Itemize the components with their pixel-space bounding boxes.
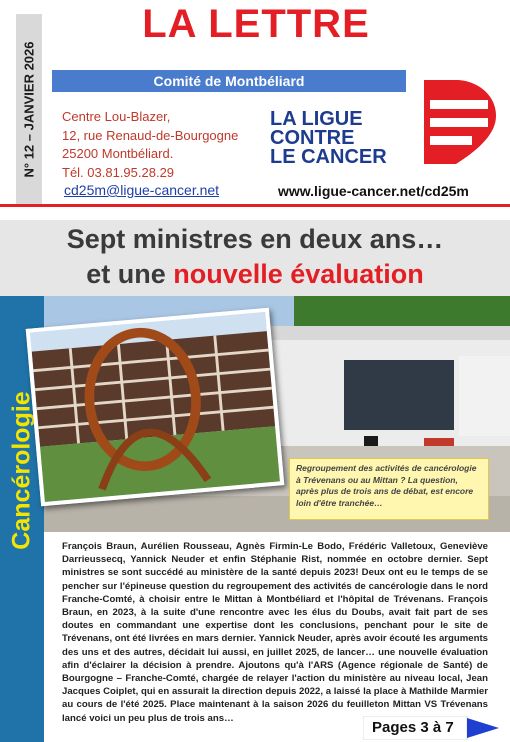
issue-label: N° 12 – JANVIER 2026 bbox=[21, 41, 37, 177]
article-body: François Braun, Aurélien Rousseau, Agnès Firmin-Le Bodo, Frédéric Valletoux, Geneviève Darrieussecq, Yannick Neuder et enfin Stéphanie Rist, nommée en octobre dernier. Sept ministres se sont succédé au ministère de la santé depuis 2023! Deux ont eu le temps de se pencher sur l'épineuse question du regroupement des activités de cancérologie dans le nord Franche-Comté, à choisir entre le Mittan à Montbéliard et l'hôpital de Trévenans. François Braun, en 2023, à la suite d'une rencontre avec les élus du Doubs, avait fait part de ses doutes en commandant une expertise dont les conclusions, penchant pour le site de Trévenans, ont été livrées en mars dernier. Yannick Neuder, après avoir écouté les arguments des uns et des autres, décidait lui aussi, en juillet 2025, de lancer… une nouvelle évaluation afin d'éclairer la décision à prendre. Ajoutons qu'à l'ARS (Agence régionale de Santé) de Bourgogne – Franche-Comté, chargée de relayer l'action du ministère au niveau local, Jean Jacques Coiplet, qui en assurait la direction depuis 2022, a laissé la place à Mathilde Marmier au cours de l'été 2025. Place maintenant à la saison 2026 du feuilleton Mittan VS Trévenans lancé voici un peu plus de trois ans… bbox=[62, 541, 488, 724]
address-line: 12, rue Renaud-de-Bourgogne bbox=[62, 127, 239, 143]
headline-highlight: nouvelle évaluation bbox=[173, 259, 424, 289]
email-link[interactable]: cd25m@ligue-cancer.net bbox=[64, 182, 220, 198]
headline-line2 bbox=[0, 259, 510, 290]
league-logo-text bbox=[270, 110, 387, 167]
pages-link[interactable]: Pages 3 à 7 bbox=[372, 719, 454, 736]
logo-line: LA LIGUE bbox=[270, 108, 363, 130]
headline-line1: Sept ministres en deux ans… bbox=[66, 224, 444, 254]
address-line: 25200 Montbéliard. bbox=[62, 146, 174, 161]
logo-line: CONTRE bbox=[270, 127, 355, 149]
headline-prefix: et une bbox=[86, 259, 174, 289]
league-logo-icon bbox=[416, 72, 498, 172]
website-link[interactable]: www.ligue-cancer.net/cd25m bbox=[278, 183, 469, 199]
phone-line: Tél. 03.81.95.28.29 bbox=[62, 164, 175, 180]
sculpture-photo bbox=[26, 308, 285, 507]
issue-label-wrap bbox=[16, 14, 42, 204]
address-line: Centre Lou-Blazer, bbox=[62, 109, 171, 124]
section-label: Cancérologie bbox=[7, 390, 36, 550]
comite-banner: Comité de Montbéliard bbox=[52, 70, 406, 92]
divider bbox=[0, 204, 510, 207]
logo-line: LE CANCER bbox=[270, 146, 387, 168]
address-block bbox=[62, 108, 238, 182]
newsletter-title: LA LETTRE bbox=[142, 2, 370, 46]
photo-caption: Regroupement des activités de cancérologie à Trévenans ou au Mittan ? La question, après plus de trois ans de débat, est encore loin d'être tranchée… bbox=[289, 458, 489, 520]
